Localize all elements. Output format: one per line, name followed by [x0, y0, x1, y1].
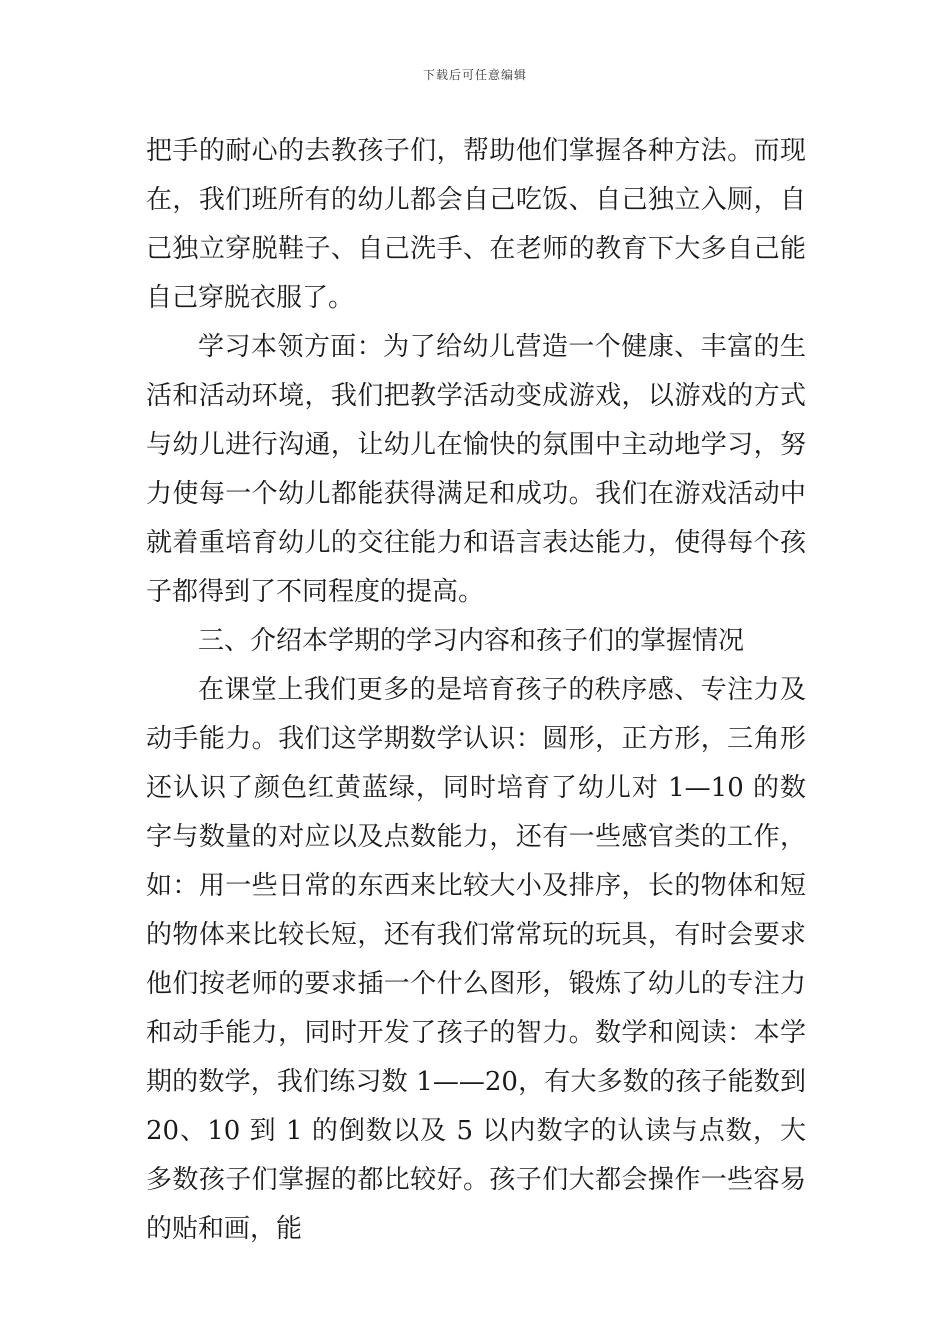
- section-heading-learning-content: 三、介绍本学期的学习内容和孩子们的掌握情况: [198, 626, 745, 656]
- paragraph-classroom: 在课堂上我们更多的是培育孩子的秩序感、专注力及动手能力。我们这学期数学认识：圆形，正方形，三角形还认识了颜色红黄蓝绿，同时培育了幼儿对 1—10 的数字与数量的对应以及点数能力，还有一些感官类的工作，如：用一些日常的东西来比较大小及排序，长的物体和短的物体来比较长短，还有我们常常玩的玩具，有时会要求他们按老师的要求插一个什么图形，锻炼了幼儿的专注力和动手能力，同时开发了孩子的智力。数学和阅读：本学期的数学，我们练习数 1——20，有大多数的孩子能数到 20、10 到 1 的倒数以及 5 以内数字的认读与点数，大多数孩子们掌握的都比较好。孩子们大都会操作一些容易的贴和画，能: [146, 675, 806, 1244]
- page-header-note: 下载后可任意编辑: [422, 68, 527, 82]
- paragraph-self-care: 把手的耐心的去教孩子们，帮助他们掌握各种方法。而现在，我们班所有的幼儿都会自己吃饭、自己独立入厕，自己独立穿脱鞋子、自己洗手、在老师的教育下大多自己能自己穿脱衣服了。: [146, 136, 806, 313]
- document-body: [146, 127, 806, 1254]
- paragraph-learning-skills: 学习本领方面：为了给幼儿营造一个健康、丰富的生活和活动环境，我们把教学活动变成游戏，以游戏的方式与幼儿进行沟通，让幼儿在愉快的氛围中主动地学习，努力使每一个幼儿都能获得满足和成功。我们在游戏活动中就着重培育幼儿的交往能力和语言表达能力，使得每个孩子都得到了不同程度的提高。: [146, 332, 806, 607]
